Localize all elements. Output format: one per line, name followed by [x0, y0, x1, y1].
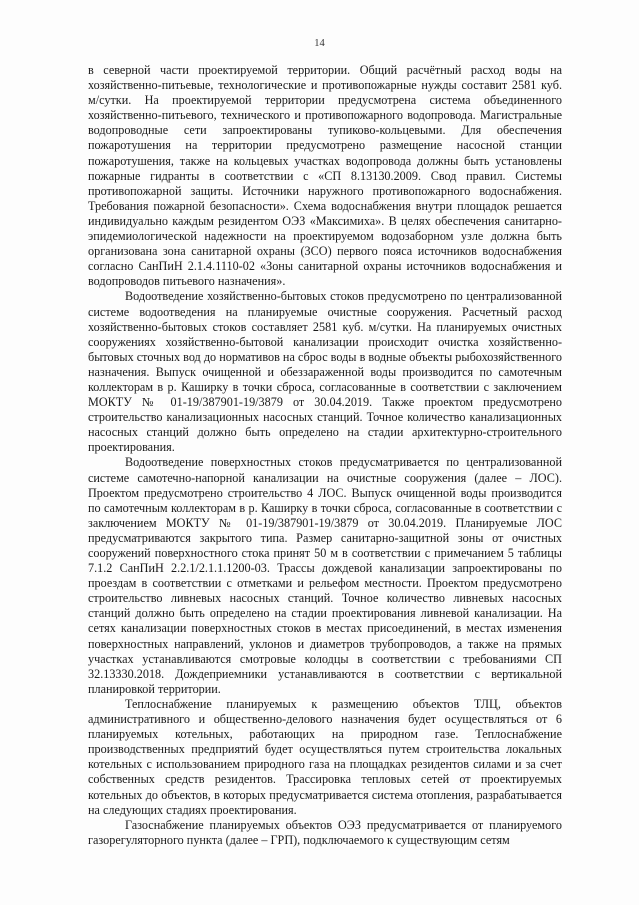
paragraph-water-supply: в северной части проектируемой территории. Общий расчётный расход воды на хозяйственно-питьевые, технологические и противопожарные нужды составит 2581 куб. м/сутки. На проектируемой территории предусмотрена система объединенного хозяйственно-питьевого, технического и противопожарного водопровода. Магистральные водопроводные сети запроектированы тупиково-кольцевыми. Для обеспечения пожаротушения на территории предусмотрено размещение насосной станции пожаротушения, также на кольцевых участках водопровода должны быть установлены пожарные гидранты в соответствии с «СП 8.13130.2009. Свод правил. Системы противопожарной защиты. Источники наружного противопожарного водоснабжения. Требования пожарной безопасности». Схема водоснабжения внутри площадок решается индивидуально каждым резидентом ОЭЗ «Максимиха». В целях обеспечения санитарно-эпидемиологической надежности на проектируемом водозаборном узле должна быть организована зона санитарной охраны (ЗСО) первого пояса источников водоснабжения согласно СанПиН 2.1.4.1110-02 «Зоны санитарной охраны источников водоснабжения и водопроводов питьевого назначения».	[88, 63, 562, 289]
paragraph-domestic-sewage: Водоотведение хозяйственно-бытовых стоков предусмотрено по централизованной системе водоотведения на планируемые очистные сооружения. Расчетный расход хозяйственно-бытовых стоков составляет 2581 куб. м/сутки. На планируемых очистных сооружениях хозяйственно-бытовой канализации происходит очистка хозяйственно-бытовых сточных вод до нормативов на сброс воды в водные объекты рыбохозяйственного назначения. Выпуск очищенной и обеззараженной воды производится по самотечным коллекторам в р. Каширку в точки сброса, согласованные в соответствии с заключением МОКТУ № 01-19/387901-19/3879 от 30.04.2019. Также проектом предусмотрено строительство канализационных насосных станций. Точное количество канализационных насосных станций должно быть определено на стадии архитектурно-строительного проектирования.	[88, 289, 562, 455]
document-body	[88, 63, 562, 848]
paragraph-gas-supply: Газоснабжение планируемых объектов ОЭЗ предусматривается от планируемого газорегуляторного пункта (далее – ГРП), подключаемого к существующим сетям	[88, 817, 562, 847]
paragraph-heat-supply: Теплоснабжение планируемых к размещению объектов ТЛЦ, объектов административного и общественно-делового назначения будет осуществляться от 6 планируемых котельных, работающих на природном газе. Теплоснабжение производственных предприятий будет осуществляться путем строительства локальных котельных с использованием природного газа на площадках резидентов силами и за счет собственных средств резидентов. Трассировка тепловых сетей от проектируемых котельных до объектов, в которых предусматривается система отопления, разрабатывается на следующих стадиях проектирования.	[88, 696, 562, 817]
page-number: 14	[314, 38, 325, 49]
paragraph-surface-drainage: Водоотведение поверхностных стоков предусматривается по централизованной системе самотечно-напорной канализации на очистные сооружения (далее – ЛОС). Проектом предусмотрено строительство 4 ЛОС. Выпуск очищенной воды производится по самотечным коллекторам в р. Каширку в точки сброса, согласованные в соответствии с заключением МОКТУ № 01-19/387901-19/3879 от 30.04.2019. Планируемые ЛОС предусматриваются закрытого типа. Размер санитарно-защитной зоны от очистных сооружений поверхностного стока принят 50 м в соответствии с примечанием 5 таблицы 7.1.2 СанПиН 2.2.1/2.1.1.1200-03. Трассы дождевой канализации запроектированы по проездам в соответствии с отметками и рельефом местности. Проектом предусмотрено строительство ливневых насосных станций. Точное количество ливневых насосных станций должно быть определено на стадии проектирования ливневой канализации. На сетях канализации поверхностных стоков в местах присоединений, в местах изменения поверхностных направлений, уклонов и диаметров трубопроводов, а также на прямых участках устанавливаются смотровые колодцы в соответствии с требованиями СП 32.13330.2018. Дождеприемники устанавливаются в соответствии с вертикальной планировкой территории.	[88, 455, 562, 696]
